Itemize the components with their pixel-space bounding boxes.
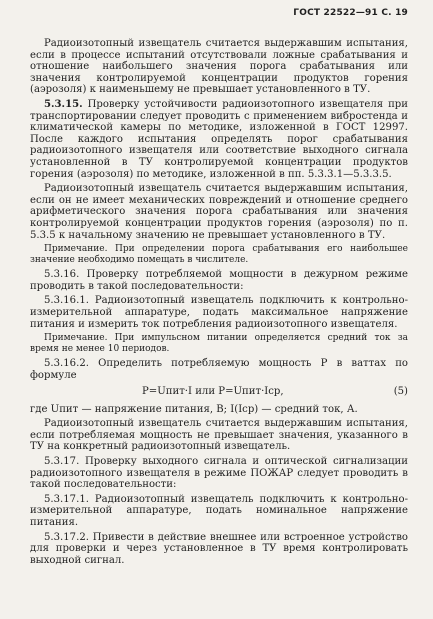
note-2: Примечание. При импульсном питании определяется средний ток за время не менее 10 периодов. <box>30 333 408 354</box>
paragraph-11: 5.3.17.2. Привести в действие внешнее или встроенное устройство для проверки и через установленное в ТУ время контролировать выходной сигнал. <box>30 531 408 566</box>
document-page <box>30 8 408 611</box>
note-1: Примечание. При определении порога срабатывания его наибольшее значение необходимо помещать в числителе. <box>30 244 408 265</box>
paragraph-4: 5.3.16. Проверку потребляемой мощности в дежурном режиме проводить в такой последовательности: <box>30 269 408 292</box>
paragraph-2 <box>30 99 408 180</box>
paragraph-9: 5.3.17. Проверку выходного сигнала и оптической сигнализации радиоизотопного извещателя в режиме ПОЖАР следует проводить в такой последовательности: <box>30 456 408 491</box>
paragraph-2-text: Проверку устойчивости радиоизотопного извещателя при транспортировании следует проводить с применением вибростенда и климатической камеры по методике, изложенной в ГОСТ 12997. После каждого испытания определять порог срабатывания радиоизотопного извещателя или соответствие выходного сигнала установленной в ТУ контролируемой концентрации продуктов горения (аэрозоля) по методике, изложенной в пп. 5.3.3.1—5.3.3.5. <box>30 98 408 180</box>
formula-expression: P=Uпит·I или P=Uпит·Iср, <box>142 385 284 397</box>
page-content <box>30 38 408 569</box>
section-number-5-3-15: 5.3.15. <box>44 98 83 110</box>
paragraph-10: 5.3.17.1. Радиоизотопный извещатель подключить к контрольно-измерительной аппаратуре, подать номинальное напряжение питания. <box>30 493 408 528</box>
formula-5 <box>30 385 408 401</box>
paragraph-5: 5.3.16.1. Радиоизотопный извещатель подключить к контрольно-измерительной аппаратуре, подать максимальное напряжение питания и измерить ток потребления радиоизотопного извещателя. <box>30 295 408 330</box>
paragraph-6: 5.3.16.2. Определить потребляемую мощность P в ваттах по формуле <box>30 358 408 382</box>
page-header: ГОСТ 22522—91 С. 19 <box>293 8 408 18</box>
paragraph-3: Радиоизотопный извещатель считается выдержавшим испытания, если он не имеет механических повреждений и отношение среднего арифметического значения порога срабатывания или значения контролируемой концентрации продуктов горения (аэрозоля) по п. 5.3.5 к начальному значению не превышает установленного в ТУ. <box>30 183 408 241</box>
paragraph-8: Радиоизотопный извещатель считается выдержавшим испытания, если потребляемая мощность не превышает значения, указанного в ТУ на конкретный радиоизотопный извещатель. <box>30 418 408 453</box>
paragraph-1: Радиоизотопный извещатель считается выдержавшим испытания, если в процессе испытаний отсутствовали ложные срабатывания и отношение наибольшего значения порога срабатывания или значения контролируемой концентрации продуктов горения (аэрозоля) к наименьшему не превышает установленного в ТУ. <box>30 38 408 96</box>
paragraph-7: где Uпит — напряжение питания, В; I(Iср) — средний ток, А. <box>30 403 358 415</box>
formula-number: (5) <box>393 385 408 397</box>
